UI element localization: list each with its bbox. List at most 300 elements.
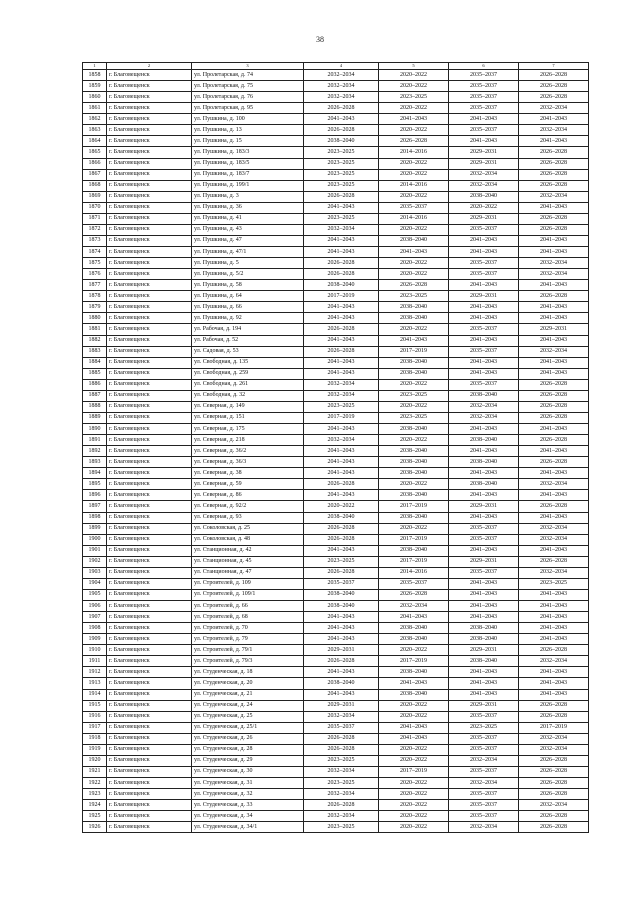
address-cell: ул. Северная, д. 149: [192, 401, 304, 412]
row-number-cell: 1898: [83, 512, 107, 523]
city-cell: г. Благовещенск: [107, 578, 192, 589]
table-row: [83, 468, 589, 479]
period-col4-cell: 2026–2028: [304, 346, 379, 357]
row-number-cell: 1901: [83, 545, 107, 556]
city-cell: г. Благовещенск: [107, 789, 192, 800]
period-col7-cell: 2041–2043: [519, 689, 589, 700]
period-col5-cell: 2014–2016: [379, 147, 449, 158]
period-col4-cell: 2041–2043: [304, 545, 379, 556]
period-col4-cell: 2038–2040: [304, 136, 379, 147]
period-col7-cell: 2041–2043: [519, 424, 589, 435]
period-col5-cell: 2017–2019: [379, 501, 449, 512]
period-col6-cell: 2041–2043: [449, 235, 519, 246]
period-col4-cell: 2041–2043: [304, 446, 379, 457]
row-number-cell: 1902: [83, 556, 107, 567]
period-col7-cell: 2041–2043: [519, 446, 589, 457]
row-number-cell: 1861: [83, 103, 107, 114]
row-number-cell: 1890: [83, 424, 107, 435]
row-number-cell: 1879: [83, 302, 107, 313]
period-col6-cell: 2032–2034: [449, 778, 519, 789]
city-cell: г. Благовещенск: [107, 92, 192, 103]
row-number-cell: 1878: [83, 291, 107, 302]
period-col7-cell: 2026–2028: [519, 158, 589, 169]
row-number-cell: 1887: [83, 390, 107, 401]
address-cell: ул. Строителей, д. 79: [192, 634, 304, 645]
period-col4-cell: 2023–2025: [304, 556, 379, 567]
table-row: [83, 612, 589, 623]
row-number-cell: 1862: [83, 114, 107, 125]
table-row: [83, 733, 589, 744]
period-col4-cell: 2032–2034: [304, 789, 379, 800]
period-col7-cell: 2026–2028: [519, 700, 589, 711]
period-col6-cell: 2035–2037: [449, 258, 519, 269]
period-col4-cell: 2041–2043: [304, 468, 379, 479]
period-col4-cell: 2035–2037: [304, 578, 379, 589]
period-col4-cell: 2017–2019: [304, 291, 379, 302]
address-cell: ул. Пушкина, д. 41: [192, 213, 304, 224]
address-cell: ул. Северная, д. 59: [192, 479, 304, 490]
period-col7-cell: 2029–2031: [519, 324, 589, 335]
column-number-header: 3: [192, 63, 304, 70]
row-number-cell: 1869: [83, 191, 107, 202]
period-col6-cell: 2035–2037: [449, 70, 519, 81]
period-col7-cell: 2026–2028: [519, 778, 589, 789]
period-col7-cell: 2032–2034: [519, 103, 589, 114]
table-row: [83, 490, 589, 501]
city-cell: г. Благовещенск: [107, 733, 192, 744]
period-col5-cell: 2020–2022: [379, 755, 449, 766]
table-row: [83, 224, 589, 235]
table-row: [83, 545, 589, 556]
address-cell: ул. Пушкина, д. 183/5: [192, 158, 304, 169]
period-col6-cell: 2035–2037: [449, 324, 519, 335]
city-cell: г. Благовещенск: [107, 556, 192, 567]
city-cell: г. Благовещенск: [107, 766, 192, 777]
table-row: [83, 169, 589, 180]
row-number-cell: 1914: [83, 689, 107, 700]
address-cell: ул. Пролетарская, д. 76: [192, 92, 304, 103]
table-row: [83, 114, 589, 125]
address-cell: ул. Свободная, д. 32: [192, 390, 304, 401]
address-cell: ул. Пушкина, д. 3: [192, 191, 304, 202]
row-number-cell: 1903: [83, 567, 107, 578]
period-col5-cell: 2038–2040: [379, 667, 449, 678]
period-col7-cell: 2026–2028: [519, 435, 589, 446]
period-col6-cell: 2041–2043: [449, 578, 519, 589]
city-cell: г. Благовещенск: [107, 744, 192, 755]
period-col6-cell: 2035–2037: [449, 766, 519, 777]
period-col5-cell: 2020–2022: [379, 379, 449, 390]
table-row: [83, 435, 589, 446]
row-number-cell: 1867: [83, 169, 107, 180]
address-cell: ул. Строителей, д. 66: [192, 601, 304, 612]
city-cell: г. Благовещенск: [107, 191, 192, 202]
table-row: [83, 302, 589, 313]
address-cell: ул. Студенческая, д. 31: [192, 778, 304, 789]
city-cell: г. Благовещенск: [107, 235, 192, 246]
column-number-row: [83, 63, 589, 70]
period-col6-cell: 2041–2043: [449, 368, 519, 379]
period-col6-cell: 2035–2037: [449, 81, 519, 92]
period-col7-cell: 2041–2043: [519, 601, 589, 612]
city-cell: г. Благовещенск: [107, 435, 192, 446]
table-row: [83, 811, 589, 822]
table-row: [83, 578, 589, 589]
column-number-header: 4: [304, 63, 379, 70]
period-col6-cell: 2041–2043: [449, 490, 519, 501]
address-cell: ул. Строителей, д. 70: [192, 623, 304, 634]
period-col6-cell: 2035–2037: [449, 92, 519, 103]
period-col6-cell: 2032–2034: [449, 412, 519, 423]
period-col5-cell: 2020–2022: [379, 800, 449, 811]
row-number-cell: 1870: [83, 202, 107, 213]
city-cell: г. Благовещенск: [107, 103, 192, 114]
city-cell: г. Благовещенск: [107, 479, 192, 490]
period-col6-cell: 2020–2022: [449, 202, 519, 213]
period-col7-cell: 2041–2043: [519, 678, 589, 689]
table-row: [83, 81, 589, 92]
row-number-cell: 1919: [83, 744, 107, 755]
period-col7-cell: 2026–2028: [519, 789, 589, 800]
period-col4-cell: 2032–2034: [304, 766, 379, 777]
row-number-cell: 1909: [83, 634, 107, 645]
period-col7-cell: 2026–2028: [519, 501, 589, 512]
address-cell: ул. Пушкина, д. 58: [192, 280, 304, 291]
period-col6-cell: 2029–2031: [449, 556, 519, 567]
period-col7-cell: 2026–2028: [519, 169, 589, 180]
period-col4-cell: 2032–2034: [304, 811, 379, 822]
city-cell: г. Благовещенск: [107, 247, 192, 258]
period-col7-cell: 2017–2019: [519, 722, 589, 733]
table-row: [83, 390, 589, 401]
city-cell: г. Благовещенск: [107, 390, 192, 401]
period-col7-cell: 2041–2043: [519, 589, 589, 600]
address-cell: ул. Северная, д. 93: [192, 512, 304, 523]
address-cell: ул. Соколовская, д. 48: [192, 534, 304, 545]
period-col5-cell: 2038–2040: [379, 689, 449, 700]
period-col5-cell: 2041–2043: [379, 733, 449, 744]
period-col4-cell: 2041–2043: [304, 634, 379, 645]
city-cell: г. Благовещенск: [107, 169, 192, 180]
period-col4-cell: 2041–2043: [304, 424, 379, 435]
city-cell: г. Благовещенск: [107, 379, 192, 390]
city-cell: г. Благовещенск: [107, 700, 192, 711]
period-col5-cell: 2020–2022: [379, 523, 449, 534]
period-col6-cell: 2035–2037: [449, 379, 519, 390]
row-number-cell: 1920: [83, 755, 107, 766]
period-col7-cell: 2041–2043: [519, 623, 589, 634]
address-cell: ул. Студенческая, д. 24: [192, 700, 304, 711]
period-col5-cell: 2026–2028: [379, 136, 449, 147]
period-col4-cell: 2029–2031: [304, 645, 379, 656]
row-number-cell: 1880: [83, 313, 107, 324]
row-number-cell: 1875: [83, 258, 107, 269]
period-col6-cell: 2035–2037: [449, 269, 519, 280]
city-cell: г. Благовещенск: [107, 601, 192, 612]
city-cell: г. Благовещенск: [107, 346, 192, 357]
address-cell: ул. Студенческая, д. 18: [192, 667, 304, 678]
city-cell: г. Благовещенск: [107, 202, 192, 213]
page-number: 38: [316, 35, 324, 44]
period-col6-cell: 2032–2034: [449, 180, 519, 191]
period-col6-cell: 2041–2043: [449, 247, 519, 258]
city-cell: г. Благовещенск: [107, 589, 192, 600]
period-col4-cell: 2023–2025: [304, 158, 379, 169]
period-col7-cell: 2041–2043: [519, 313, 589, 324]
row-number-cell: 1886: [83, 379, 107, 390]
period-col5-cell: 2020–2022: [379, 224, 449, 235]
city-cell: г. Благовещенск: [107, 755, 192, 766]
row-number-cell: 1906: [83, 601, 107, 612]
period-col4-cell: 2038–2040: [304, 589, 379, 600]
period-col5-cell: 2041–2043: [379, 678, 449, 689]
table-row: [83, 822, 589, 833]
table-row: [83, 180, 589, 191]
address-cell: ул. Станционная, д. 42: [192, 545, 304, 556]
period-col4-cell: 2041–2043: [304, 368, 379, 379]
city-cell: г. Благовещенск: [107, 424, 192, 435]
row-number-cell: 1900: [83, 534, 107, 545]
row-number-cell: 1917: [83, 722, 107, 733]
table-row: [83, 534, 589, 545]
period-col5-cell: 2017–2019: [379, 656, 449, 667]
period-col4-cell: 2026–2028: [304, 479, 379, 490]
period-col5-cell: 2023–2025: [379, 412, 449, 423]
period-col5-cell: 2038–2040: [379, 357, 449, 368]
row-number-cell: 1904: [83, 578, 107, 589]
address-cell: ул. Пушкина, д. 43: [192, 224, 304, 235]
city-cell: г. Благовещенск: [107, 368, 192, 379]
table-row: [83, 645, 589, 656]
table-row: [83, 357, 589, 368]
period-col6-cell: 2038–2040: [449, 435, 519, 446]
city-cell: г. Благовещенск: [107, 258, 192, 269]
period-col6-cell: 2032–2034: [449, 822, 519, 833]
table-row: [83, 656, 589, 667]
period-col4-cell: 2026–2028: [304, 534, 379, 545]
city-cell: г. Благовещенск: [107, 645, 192, 656]
address-cell: ул. Студенческая, д. 26: [192, 733, 304, 744]
period-col7-cell: 2041–2043: [519, 512, 589, 523]
period-col5-cell: 2038–2040: [379, 368, 449, 379]
period-col5-cell: 2041–2043: [379, 335, 449, 346]
period-col6-cell: 2038–2040: [449, 457, 519, 468]
address-cell: ул. Пушкина, д. 13: [192, 125, 304, 136]
table-row: [83, 401, 589, 412]
table-row: [83, 479, 589, 490]
table-row: [83, 523, 589, 534]
period-col4-cell: 2026–2028: [304, 125, 379, 136]
period-col6-cell: 2041–2043: [449, 313, 519, 324]
address-cell: ул. Студенческая, д. 34: [192, 811, 304, 822]
row-number-cell: 1883: [83, 346, 107, 357]
period-col5-cell: 2041–2043: [379, 612, 449, 623]
address-cell: ул. Свободная, д. 259: [192, 368, 304, 379]
row-number-cell: 1881: [83, 324, 107, 335]
period-col5-cell: 2038–2040: [379, 490, 449, 501]
period-col5-cell: 2017–2019: [379, 346, 449, 357]
row-number-cell: 1894: [83, 468, 107, 479]
period-col7-cell: 2041–2043: [519, 302, 589, 313]
row-number-cell: 1876: [83, 269, 107, 280]
table-row: [83, 213, 589, 224]
period-col6-cell: 2041–2043: [449, 357, 519, 368]
row-number-cell: 1892: [83, 446, 107, 457]
city-cell: г. Благовещенск: [107, 667, 192, 678]
table-row: [83, 70, 589, 81]
period-col6-cell: 2023–2025: [449, 722, 519, 733]
table-row: [83, 136, 589, 147]
city-cell: г. Благовещенск: [107, 269, 192, 280]
row-number-cell: 1860: [83, 92, 107, 103]
city-cell: г. Благовещенск: [107, 722, 192, 733]
address-cell: ул. Свободная, д. 261: [192, 379, 304, 390]
period-col6-cell: 2041–2043: [449, 612, 519, 623]
table-row: [83, 103, 589, 114]
city-cell: г. Благовещенск: [107, 656, 192, 667]
address-cell: ул. Северная, д. 151: [192, 412, 304, 423]
period-col7-cell: 2026–2028: [519, 457, 589, 468]
period-col7-cell: 2041–2043: [519, 612, 589, 623]
period-col6-cell: 2035–2037: [449, 733, 519, 744]
city-cell: г. Благовещенск: [107, 634, 192, 645]
period-col7-cell: 2041–2043: [519, 667, 589, 678]
address-cell: ул. Пролетарская, д. 75: [192, 81, 304, 92]
row-number-cell: 1885: [83, 368, 107, 379]
period-col4-cell: 2041–2043: [304, 667, 379, 678]
row-number-cell: 1912: [83, 667, 107, 678]
period-col7-cell: 2026–2028: [519, 811, 589, 822]
period-col7-cell: 2032–2034: [519, 258, 589, 269]
period-col6-cell: 2041–2043: [449, 446, 519, 457]
period-col4-cell: 2023–2025: [304, 755, 379, 766]
city-cell: г. Благовещенск: [107, 302, 192, 313]
city-cell: г. Благовещенск: [107, 446, 192, 457]
period-col5-cell: 2017–2019: [379, 534, 449, 545]
period-col7-cell: 2041–2043: [519, 357, 589, 368]
period-col4-cell: 2026–2028: [304, 733, 379, 744]
table-row: [83, 722, 589, 733]
city-cell: г. Благовещенск: [107, 490, 192, 501]
address-cell: ул. Пушкина, д. 5: [192, 258, 304, 269]
address-cell: ул. Северная, д. 86: [192, 490, 304, 501]
address-cell: ул. Пушкина, д. 199/1: [192, 180, 304, 191]
period-col7-cell: 2026–2028: [519, 147, 589, 158]
period-col4-cell: 2023–2025: [304, 401, 379, 412]
row-number-cell: 1916: [83, 711, 107, 722]
address-cell: ул. Северная, д. 175: [192, 424, 304, 435]
table-row: [83, 269, 589, 280]
period-col4-cell: 2023–2025: [304, 213, 379, 224]
city-cell: г. Благовещенск: [107, 678, 192, 689]
period-col4-cell: 2038–2040: [304, 280, 379, 291]
housing-repair-table: [82, 62, 589, 833]
period-col7-cell: 2041–2043: [519, 545, 589, 556]
table-row: [83, 291, 589, 302]
period-col7-cell: 2026–2028: [519, 755, 589, 766]
period-col5-cell: 2020–2022: [379, 258, 449, 269]
table-row: [83, 589, 589, 600]
city-cell: г. Благовещенск: [107, 811, 192, 822]
period-col4-cell: 2041–2043: [304, 490, 379, 501]
period-col4-cell: 2023–2025: [304, 822, 379, 833]
city-cell: г. Благовещенск: [107, 545, 192, 556]
period-col4-cell: 2026–2028: [304, 269, 379, 280]
city-cell: г. Благовещенск: [107, 136, 192, 147]
period-col5-cell: 2041–2043: [379, 247, 449, 258]
period-col5-cell: 2020–2022: [379, 324, 449, 335]
row-number-cell: 1863: [83, 125, 107, 136]
period-col5-cell: 2020–2022: [379, 81, 449, 92]
period-col5-cell: 2041–2043: [379, 114, 449, 125]
period-col6-cell: 2038–2040: [449, 656, 519, 667]
city-cell: г. Благовещенск: [107, 822, 192, 833]
period-col4-cell: 2041–2043: [304, 623, 379, 634]
column-number-header: 5: [379, 63, 449, 70]
city-cell: г. Благовещенск: [107, 291, 192, 302]
address-cell: ул. Студенческая, д. 29: [192, 755, 304, 766]
period-col5-cell: 2038–2040: [379, 634, 449, 645]
row-number-cell: 1908: [83, 623, 107, 634]
city-cell: г. Благовещенск: [107, 567, 192, 578]
address-cell: ул. Пушкина, д. 15: [192, 136, 304, 147]
column-number-header: 1: [83, 63, 107, 70]
period-col4-cell: 2023–2025: [304, 778, 379, 789]
period-col6-cell: 2041–2043: [449, 280, 519, 291]
period-col7-cell: 2026–2028: [519, 412, 589, 423]
city-cell: г. Благовещенск: [107, 468, 192, 479]
period-col6-cell: 2035–2037: [449, 224, 519, 235]
period-col5-cell: 2020–2022: [379, 789, 449, 800]
row-number-cell: 1873: [83, 235, 107, 246]
period-col4-cell: 2023–2025: [304, 180, 379, 191]
period-col7-cell: 2041–2043: [519, 280, 589, 291]
table-row: [83, 623, 589, 634]
period-col6-cell: 2032–2034: [449, 169, 519, 180]
period-col5-cell: 2020–2022: [379, 744, 449, 755]
address-cell: ул. Пролетарская, д. 74: [192, 70, 304, 81]
period-col4-cell: 2038–2040: [304, 678, 379, 689]
row-number-cell: 1907: [83, 612, 107, 623]
table-row: [83, 778, 589, 789]
period-col5-cell: 2020–2022: [379, 479, 449, 490]
city-cell: г. Благовещенск: [107, 357, 192, 368]
city-cell: г. Благовещенск: [107, 501, 192, 512]
address-cell: ул. Рабочая, д. 52: [192, 335, 304, 346]
period-col7-cell: 2041–2043: [519, 468, 589, 479]
address-cell: ул. Рабочая, д. 194: [192, 324, 304, 335]
period-col6-cell: 2035–2037: [449, 125, 519, 136]
period-col4-cell: 2026–2028: [304, 258, 379, 269]
city-cell: г. Благовещенск: [107, 711, 192, 722]
table-row: [83, 92, 589, 103]
address-cell: ул. Пушкина, д. 36: [192, 202, 304, 213]
table-row: [83, 501, 589, 512]
period-col7-cell: 2032–2034: [519, 733, 589, 744]
city-cell: г. Благовещенск: [107, 778, 192, 789]
period-col6-cell: 2038–2040: [449, 191, 519, 202]
period-col4-cell: 2026–2028: [304, 656, 379, 667]
city-cell: г. Благовещенск: [107, 689, 192, 700]
row-number-cell: 1899: [83, 523, 107, 534]
period-col5-cell: 2023–2025: [379, 390, 449, 401]
period-col4-cell: 2032–2034: [304, 379, 379, 390]
address-cell: ул. Пролетарская, д. 95: [192, 103, 304, 114]
period-col4-cell: 2023–2025: [304, 147, 379, 158]
period-col5-cell: 2020–2022: [379, 811, 449, 822]
period-col6-cell: 2041–2043: [449, 545, 519, 556]
period-col4-cell: 2026–2028: [304, 324, 379, 335]
